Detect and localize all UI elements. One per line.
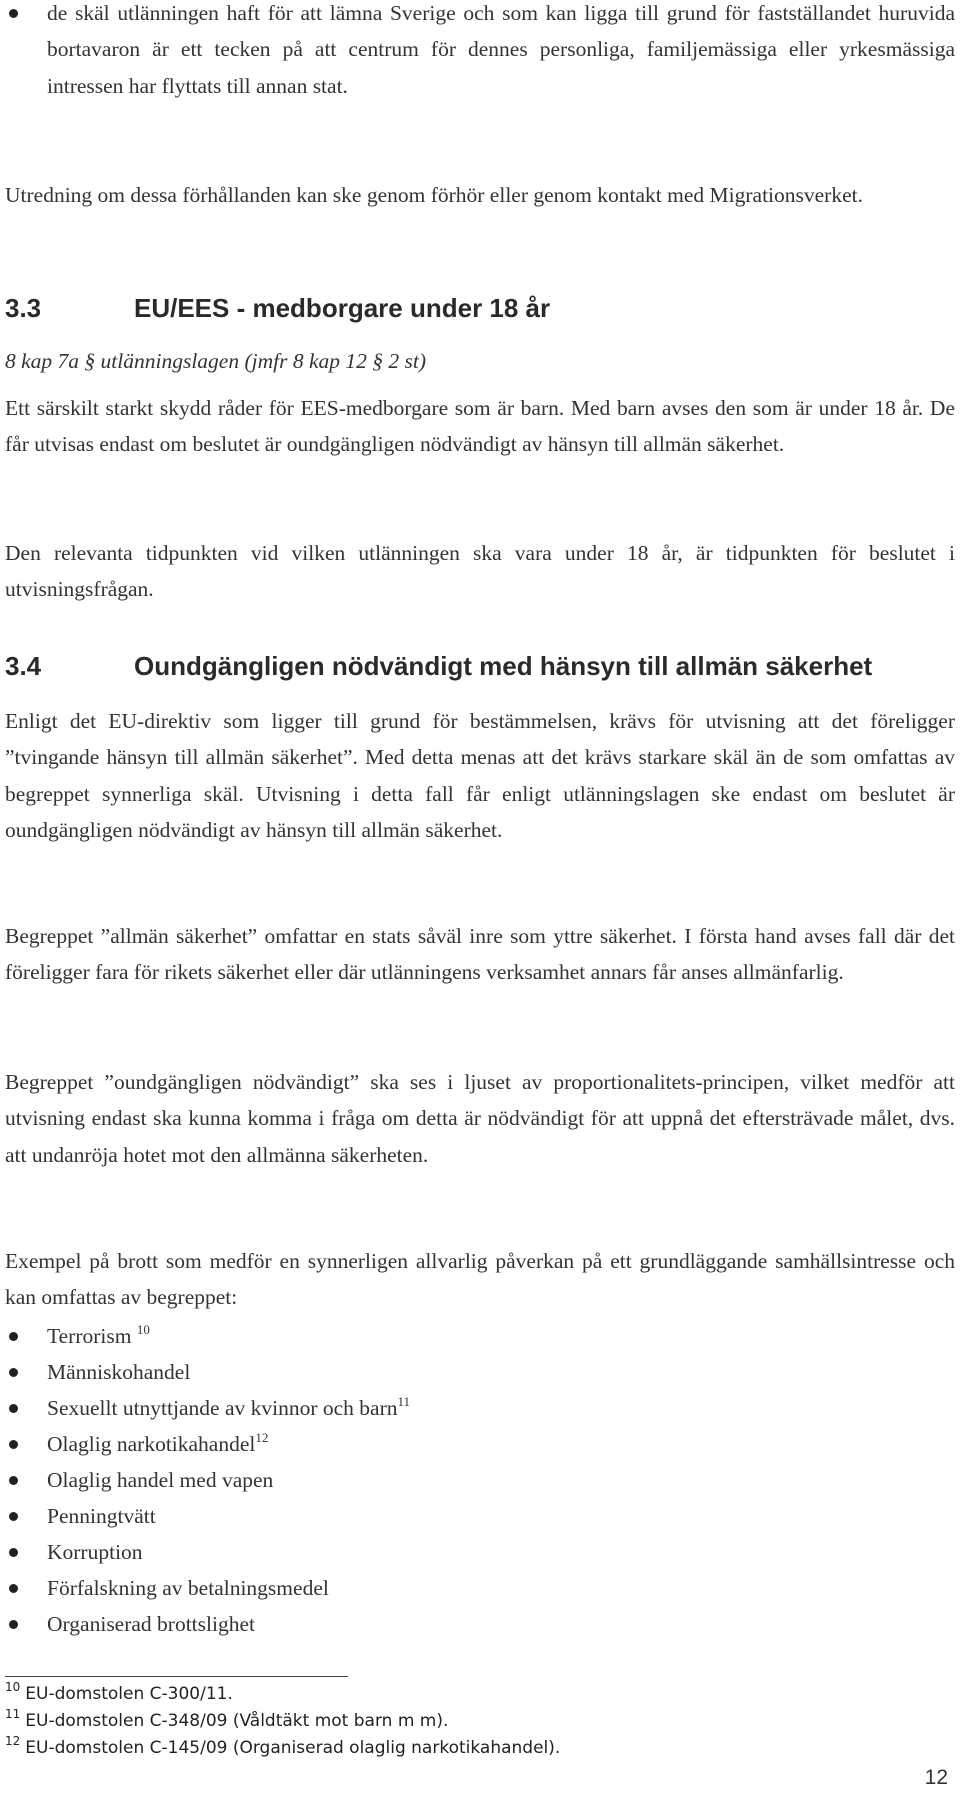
list-item: [0, 1318, 950, 1354]
section-3-3-paragraph-2: Den relevanta tidpunkten vid vilken utlänningen ska vara under 18 år, är tidpunkten för beslutet i utvisningsfrågan.: [5, 541, 955, 602]
bullet-icon: [9, 1548, 18, 1557]
list-item-text: Organiserad brottslighet: [47, 1612, 255, 1636]
footnote-ref[interactable]: 12: [255, 1430, 269, 1445]
section-heading-3-4: [5, 648, 955, 684]
section-3-4-paragraph-1: Enligt det EU-direktiv som ligger till grund för bestämmelsen, krävs för utvisning att det föreligger ”tvingande hänsyn till allmän säkerhet”. Med detta menas att det krävs starkare skäl än de som omfattas av begreppet synnerliga skäl. Utvisning i detta fall får enligt utlänningslagen ske endast om beslutet är oundgängligen nödvändigt av hänsyn till allmän säkerhet.: [5, 709, 955, 842]
footnote-divider: [5, 1676, 348, 1677]
intro-bullet-text: de skäl utlänningen haft för att lämna Sverige och som kan ligga till grund för fastställandet huruvida bortavaron är ett tecken på att centrum för dennes personliga, familjemässiga eller yrkesmässiga intressen har flyttats till annan stat.: [47, 1, 955, 98]
section-heading-3-3: [5, 290, 955, 326]
bullet-icon: [9, 1620, 18, 1629]
section-number: 3.4: [5, 651, 42, 681]
footnote-number: 11: [5, 1707, 21, 1721]
intro-paragraph: Utredning om dessa förhållanden kan ske genom förhör eller genom kontakt med Migrationsverket.: [5, 183, 863, 207]
section-3-4-paragraph-4: Exempel på brott som medför en synnerligen allvarlig påverkan på ett grundläggande samhällsintresse och kan omfattas av begreppet:: [5, 1249, 955, 1310]
list-item: [0, 1534, 950, 1570]
bullet-icon: [9, 1332, 18, 1341]
footnote: [5, 1679, 905, 1706]
list-item-text: Korruption: [47, 1540, 143, 1564]
examples-list: [0, 1318, 950, 1642]
bullet-icon: [9, 1476, 18, 1485]
section-3-3-paragraph-1: Ett särskilt starkt skydd råder för EES-medborgare som är barn. Med barn avses den som är under 18 år. De får utvisas endast om beslutet är oundgängligen nödvändigt av hänsyn till allmän säkerhet.: [5, 396, 955, 457]
bullet-icon: [9, 1584, 18, 1593]
list-item: [0, 1390, 950, 1426]
list-item: [0, 1462, 950, 1498]
list-item-text: Människohandel: [47, 1360, 191, 1384]
section-subheading: 8 kap 7a § utlänningslagen (jmfr 8 kap 12 § 2 st): [5, 349, 427, 373]
footnote-number: 12: [5, 1734, 21, 1748]
footnote-ref[interactable]: 11: [397, 1394, 411, 1409]
footnote-ref[interactable]: 10: [136, 1322, 150, 1337]
list-item-text: Penningtvätt: [47, 1504, 156, 1528]
list-item-text: Sexuellt utnyttjande av kvinnor och barn: [47, 1396, 398, 1420]
section-title: Oundgängligen nödvändigt med hänsyn till allmän säkerhet: [134, 651, 873, 681]
footnote-number: 10: [5, 1680, 21, 1694]
bullet-icon: [9, 9, 18, 18]
bullet-icon: [9, 1440, 18, 1449]
list-item: [0, 1426, 950, 1462]
list-item-text: Olaglig narkotikahandel: [47, 1432, 256, 1456]
footnote: [5, 1733, 905, 1760]
footnote-text: EU-domstolen C-145/09 (Organiserad olaglig narkotikahandel).: [25, 1738, 561, 1758]
bullet-icon: [9, 1368, 18, 1377]
section-3-4-paragraph-2: Begreppet ”allmän säkerhet” omfattar en stats såväl inre som yttre säkerhet. I första hand avses fall där det föreligger fara för rikets säkerhet eller där utlänningens verksamhet annars får anses allmänfarlig.: [5, 924, 955, 985]
footnote: [5, 1706, 905, 1733]
footnote-text: EU-domstolen C-348/09 (Våldtäkt mot barn m m).: [25, 1711, 449, 1731]
bullet-icon: [9, 1404, 18, 1413]
list-item-text: Förfalskning av betalningsmedel: [47, 1576, 329, 1600]
section-3-4-paragraph-3: Begreppet ”oundgängligen nödvändigt” ska ses i ljuset av proportionalitets-principen, vilket medför att utvisning endast ska kunna komma i fråga om detta är nödvändigt för att uppnå det eftersträvade målet, dvs. att undanröja hotet mot den allmänna säkerheten.: [5, 1070, 955, 1167]
page-number: 12: [924, 1766, 948, 1789]
section-title: EU/EES - medborgare under 18 år: [134, 293, 551, 323]
list-item: [0, 1606, 950, 1642]
list-item: [0, 1498, 950, 1534]
list-item-text: Olaglig handel med vapen: [47, 1468, 274, 1492]
list-item: [0, 1570, 950, 1606]
section-number: 3.3: [5, 293, 42, 323]
footnote-text: EU-domstolen C-300/11.: [25, 1684, 233, 1704]
list-item-text: Terrorism: [47, 1324, 137, 1348]
footnotes: [5, 1679, 905, 1760]
list-item: [0, 1354, 950, 1390]
bullet-icon: [9, 1512, 18, 1521]
